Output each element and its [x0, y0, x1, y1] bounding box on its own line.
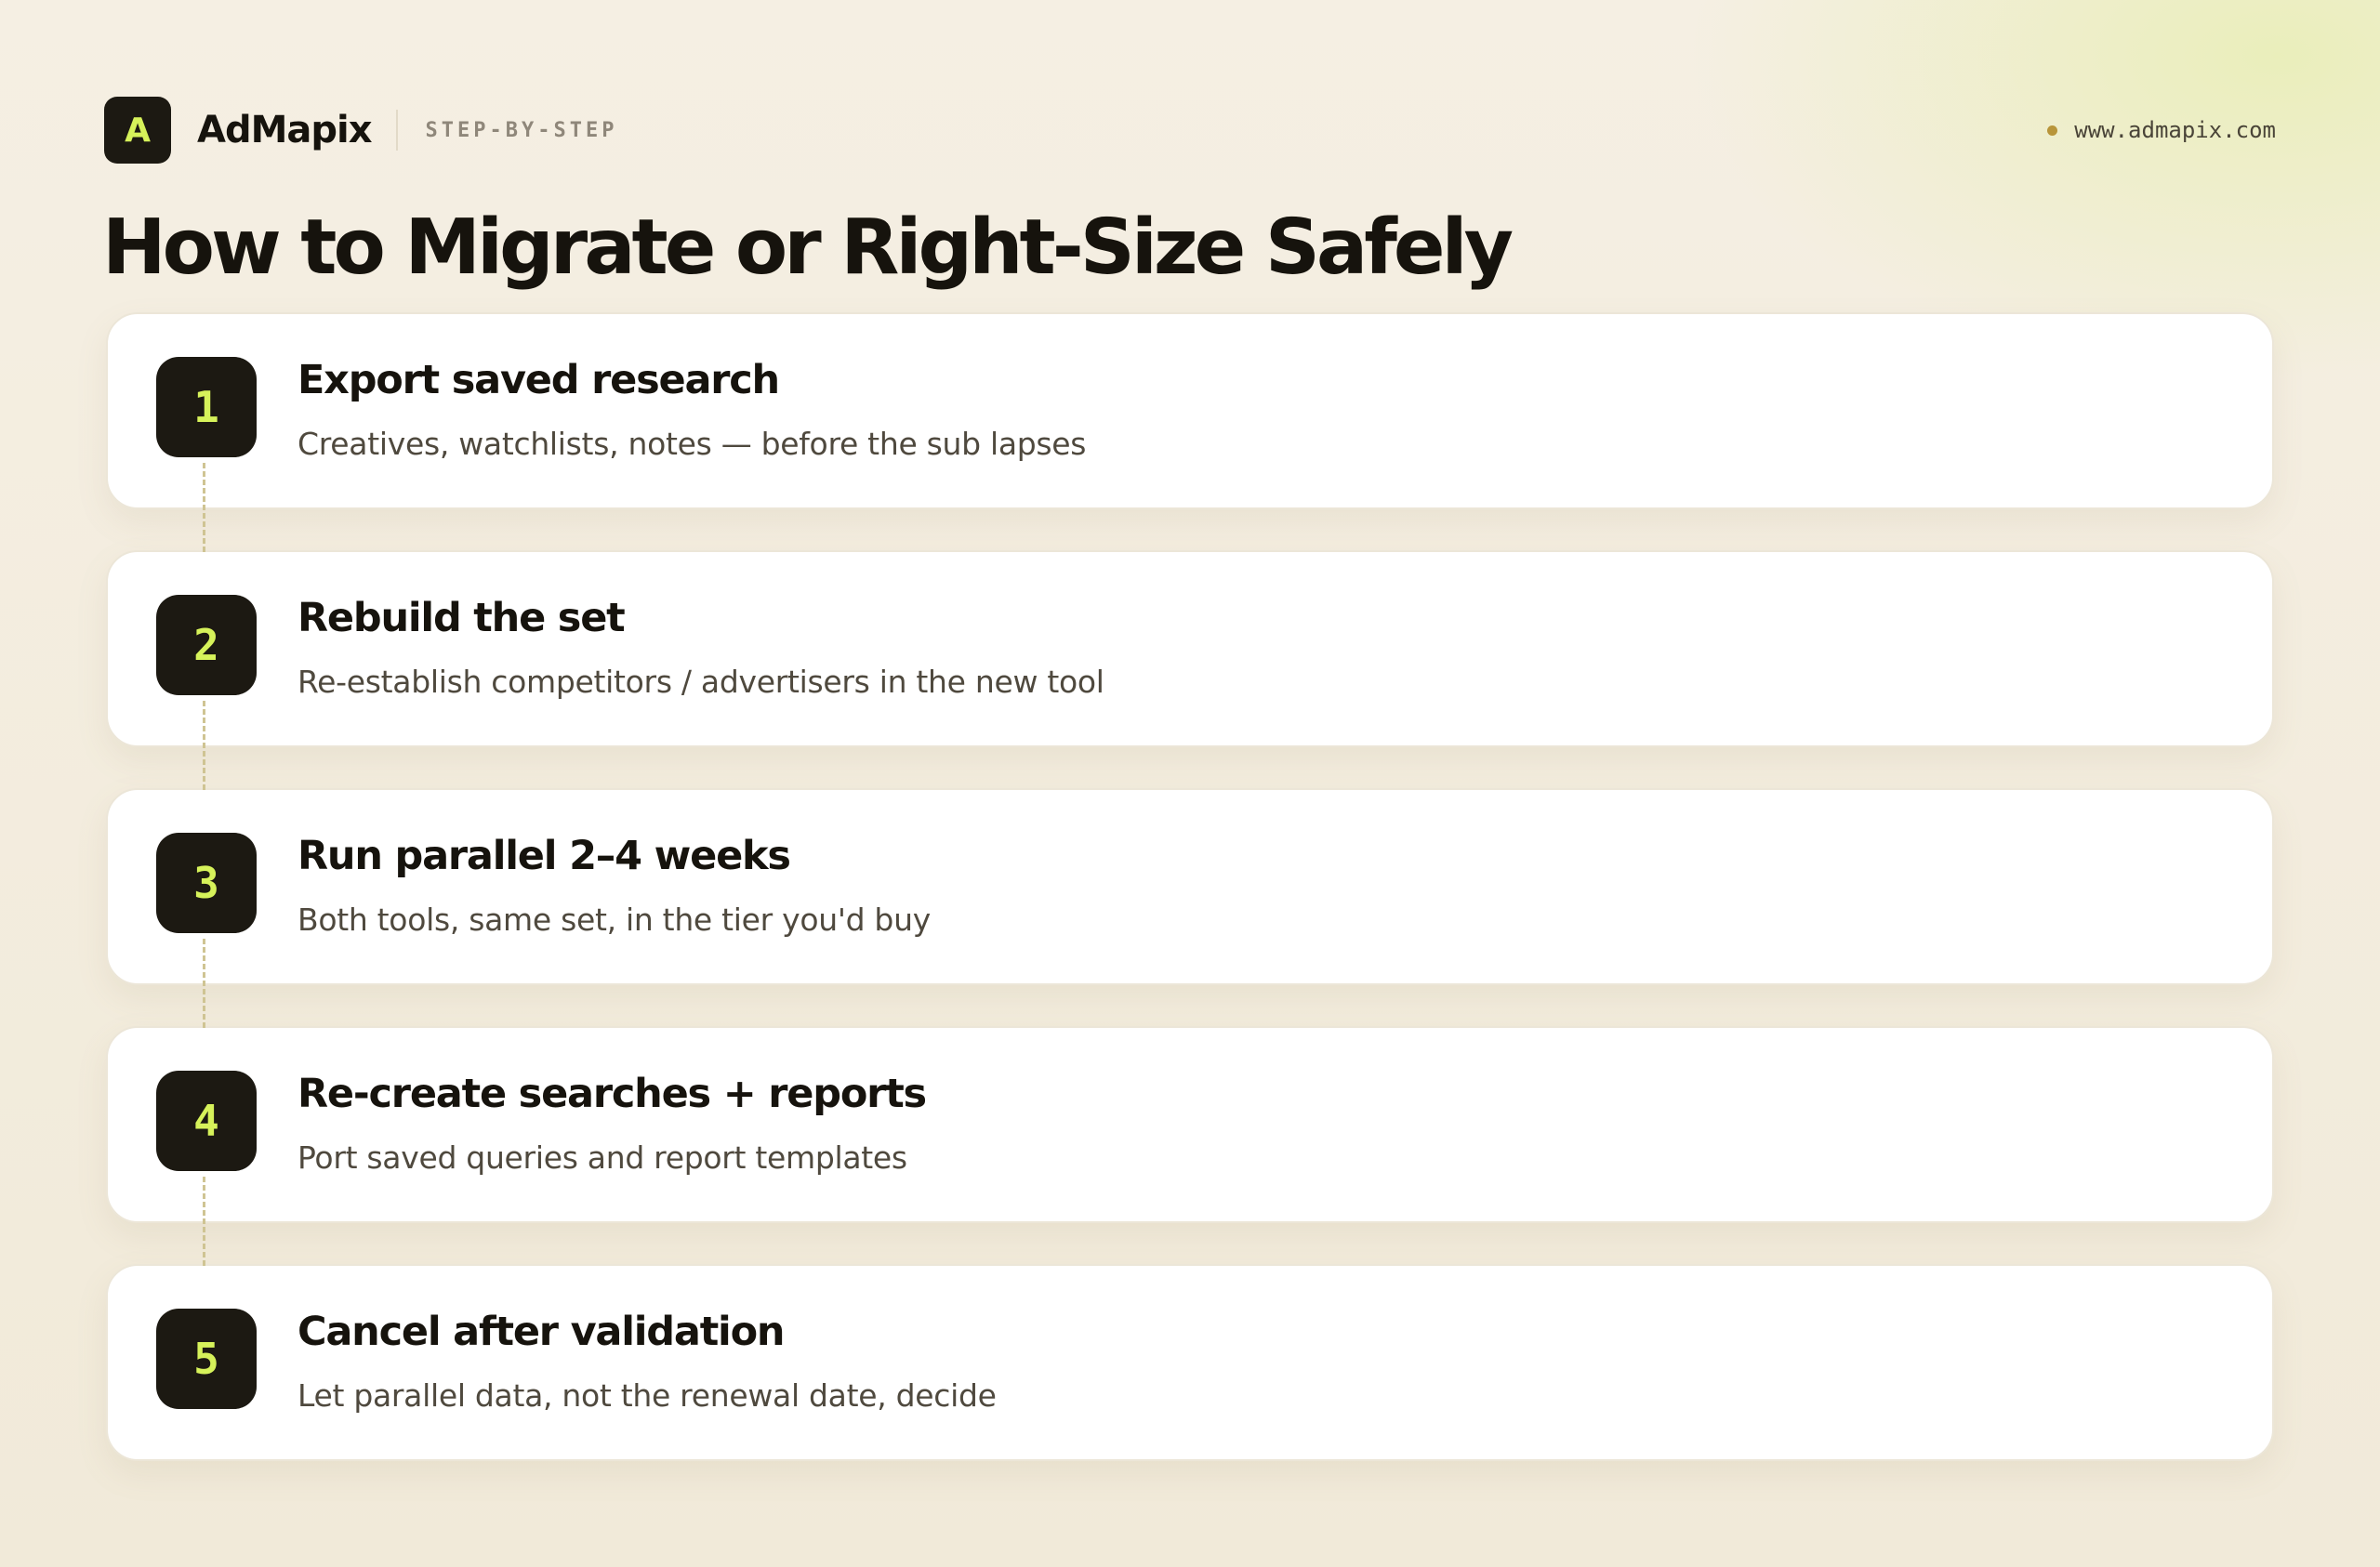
header-divider — [396, 110, 398, 151]
bullet-dot-icon — [2047, 125, 2057, 136]
step-number-badge — [156, 595, 257, 695]
step-number-badge — [156, 1071, 257, 1171]
header — [104, 97, 2276, 164]
step-connector — [203, 701, 205, 790]
step-description: Re-establish competitors / advertisers in the new tool — [298, 664, 1104, 700]
step-card-2 — [106, 550, 2274, 747]
page-title: How to Migrate or Right-Size Safely — [102, 204, 1511, 292]
step-number-badge — [156, 357, 257, 457]
step-title: Cancel after validation — [298, 1309, 785, 1355]
step-connector — [203, 463, 205, 552]
step-card-4 — [106, 1026, 2274, 1223]
step-number: 1 — [193, 382, 219, 432]
step-card-5 — [106, 1264, 2274, 1461]
step-connector — [203, 939, 205, 1028]
step-title: Re-create searches + reports — [298, 1071, 926, 1117]
step-title: Rebuild the set — [298, 595, 625, 641]
step-number: 4 — [193, 1096, 219, 1146]
step-number-badge — [156, 833, 257, 933]
step-card-3 — [106, 788, 2274, 985]
step-number: 2 — [193, 620, 219, 670]
logo-letter: A — [125, 111, 151, 150]
step-connector — [203, 1177, 205, 1266]
step-card-1 — [106, 312, 2274, 509]
website-link[interactable] — [2047, 97, 2276, 164]
step-description: Let parallel data, not the renewal date, decide — [298, 1377, 997, 1414]
step-number: 5 — [193, 1334, 219, 1384]
step-title: Export saved research — [298, 357, 779, 403]
brand-name[interactable]: AdMapix — [197, 109, 372, 151]
step-title: Run parallel 2–4 weeks — [298, 833, 790, 879]
step-description: Creatives, watchlists, notes — before the sub lapses — [298, 426, 1087, 462]
website-text: www.admapix.com — [2074, 117, 2276, 143]
logo-badge[interactable] — [104, 97, 171, 164]
steps-list — [106, 312, 2274, 1461]
step-number-badge — [156, 1309, 257, 1409]
step-description: Port saved queries and report templates — [298, 1139, 907, 1176]
tagline: STEP-BY-STEP — [425, 118, 618, 142]
step-description: Both tools, same set, in the tier you'd buy — [298, 902, 931, 938]
step-number: 3 — [193, 858, 219, 908]
